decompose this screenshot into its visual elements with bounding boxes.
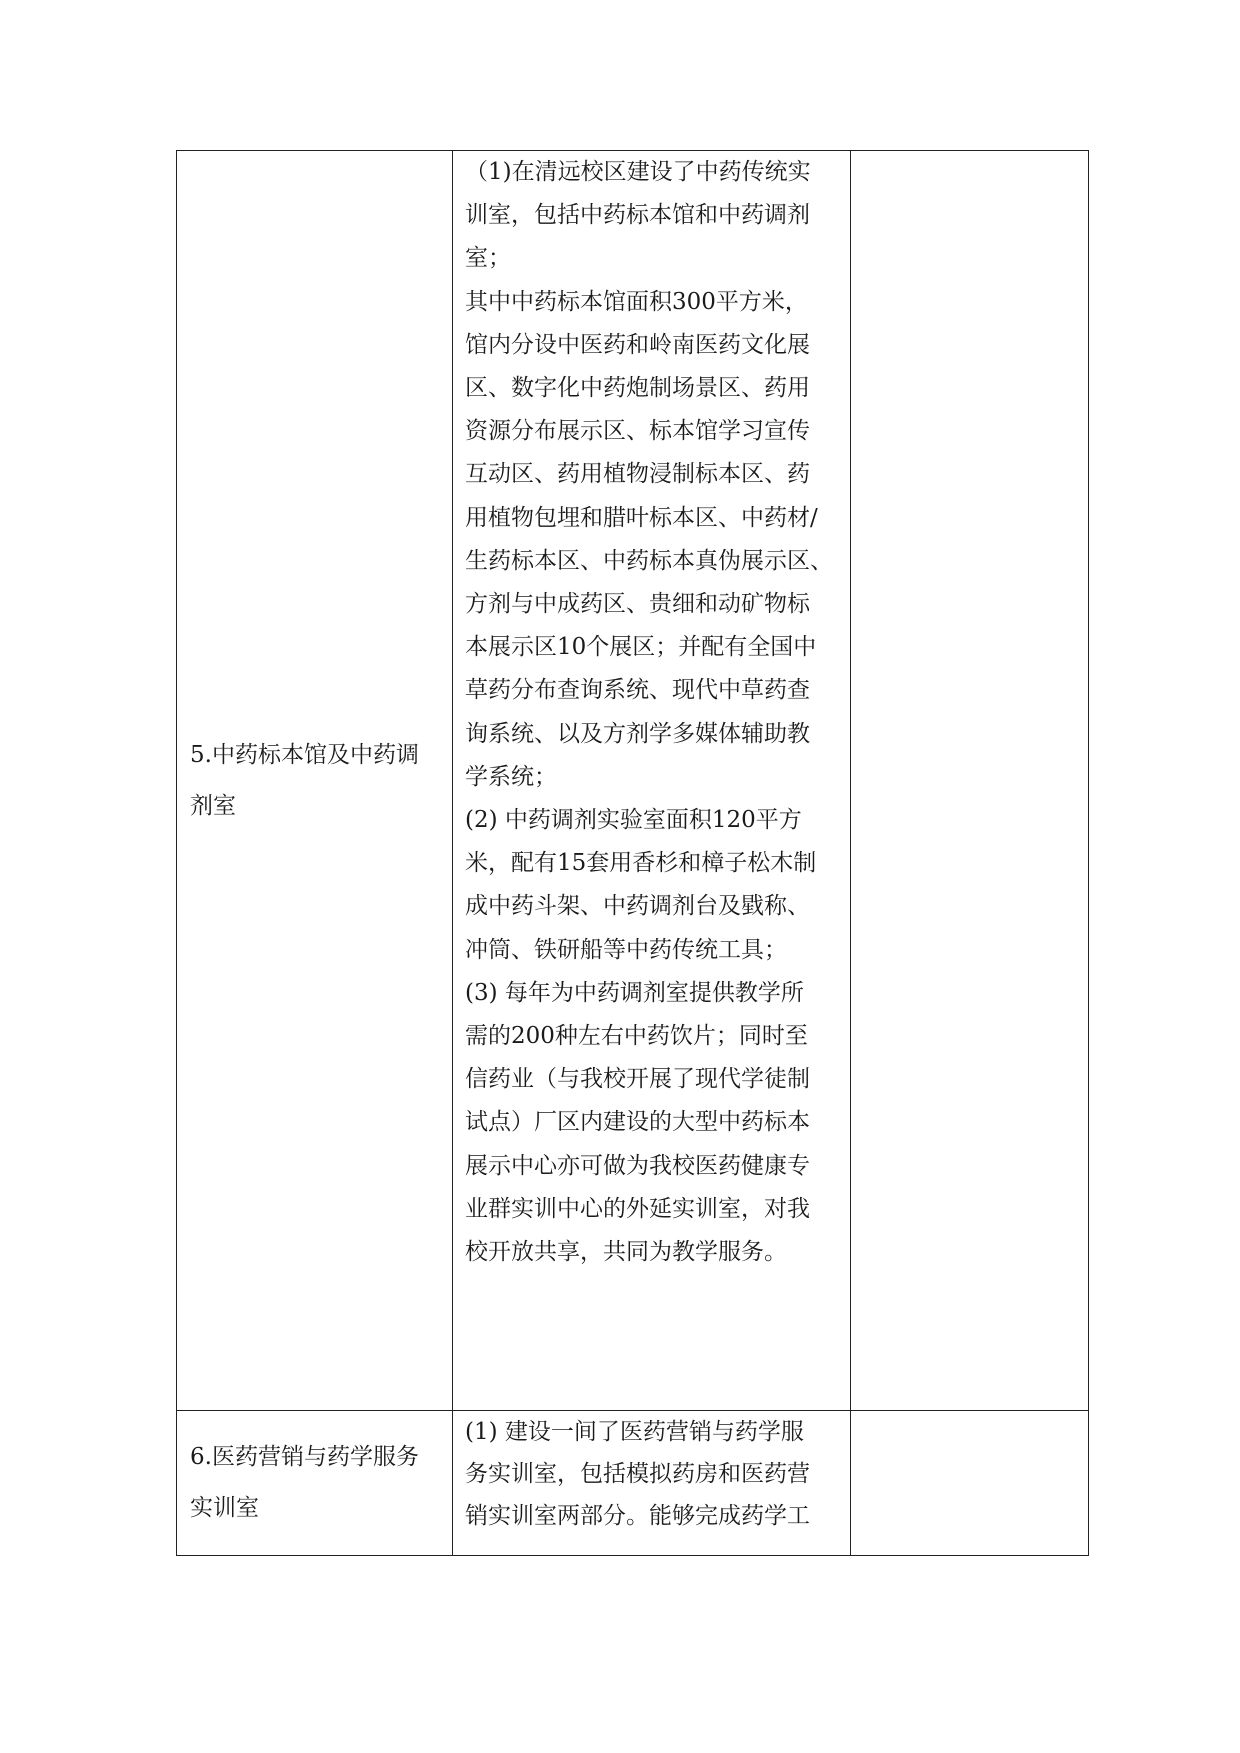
facility-table [176,150,1089,1556]
description-line: 资源分布展示区、标本馆学习宣传 [465,418,810,445]
facility-name-cell [177,1411,453,1556]
description-line: 训室，包括中药标本馆和中药调剂 [465,202,810,229]
description-line: (3) 每年为中药调剂室提供教学所 [465,979,804,1006]
facility-name-line: 剂室 [190,792,236,819]
facility-name-cell [177,151,453,1411]
facility-name-line: 5.中药标本馆及中药调 [190,741,419,768]
table-row [177,151,1089,1411]
facility-description-cell [453,151,851,1411]
description-line: 生药标本区、中药标本真伪展示区、 [465,547,833,574]
description-line: 业群实训中心的外延实训室，对我 [465,1195,810,1222]
description-line: 互动区、药用植物浸制标本区、药 [465,461,810,488]
note-cell [851,151,1089,1411]
description-line: (1) 建设一间了医药营销与药学服 [465,1419,804,1445]
description-line: 用植物包埋和腊叶标本区、中药材/ [465,504,818,531]
description-line: 成中药斗架、中药调剂台及戥称、 [465,893,810,920]
description-line: 信药业（与我校开展了现代学徒制 [465,1066,810,1093]
table-row [177,1411,1089,1556]
description-line: 方剂与中成药区、贵细和动矿物标 [465,591,810,618]
description-line: 冲筒、铁研船等中药传统工具； [465,936,787,963]
description-line: 米，配有15套用香杉和樟子松木制 [465,850,817,877]
description-line: 校开放共享，共同为教学服务。 [465,1239,787,1266]
facility-name-line: 6.医药营销与药学服务 [190,1444,419,1470]
description-line: （1)在清远校区建设了中药传统实 [465,159,811,185]
facility-name-line: 实训室 [190,1495,259,1521]
description-line: 展示中心亦可做为我校医药健康专 [465,1152,810,1179]
description-line: 务实训室，包括模拟药房和医药营 [465,1461,810,1487]
description-line: 询系统、以及方剂学多媒体辅助教 [465,720,810,747]
description-line: 本展示区10个展区；并配有全国中 [465,634,817,661]
description-line: 试点）厂区内建设的大型中药标本 [465,1109,810,1136]
description-line: 销实训室两部分。能够完成药学工 [465,1503,810,1529]
description-line: 馆内分设中医药和岭南医药文化展 [465,331,810,358]
description-line: (2) 中药调剂实验室面积120平方 [465,807,802,834]
facility-description-cell [453,1411,851,1556]
description-line: 需的200种左右中药饮片；同时至 [465,1023,808,1050]
description-line: 草药分布查询系统、现代中草药查 [465,677,810,704]
description-line: 区、数字化中药炮制场景区、药用 [465,375,810,402]
note-cell [851,1411,1089,1556]
description-line: 其中中药标本馆面积300平方米， [465,288,808,315]
description-line: 学系统； [465,763,557,790]
description-line: 室； [465,245,511,272]
